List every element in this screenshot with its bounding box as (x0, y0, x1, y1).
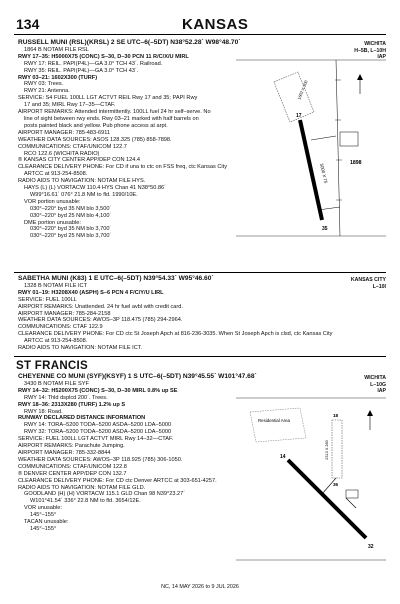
entry-line: 1328 B NOTAM FILE ICT (24, 282, 87, 289)
entry-line: posts painted black and yellow. Pub phone access at arpt. (24, 122, 168, 129)
area-label: Residential Area (258, 418, 290, 423)
entry-line: 030°–220° byd 25 NM blo 3,700´ (30, 233, 112, 240)
entry-line: RCO 122.6 (WICHITA RADIO) (24, 150, 100, 157)
entry-line: WEATHER DATA SOURCES: AWOS–3P 118.925 (785) 306-1050. (18, 456, 183, 463)
entry-line: SABETHA MUNI (K83) 1 E UTC–6(–5DT) N39°54.33´ W95°46.60´ (18, 275, 214, 282)
entry-line: SERVICE: FUEL 100LL (18, 296, 77, 303)
page-number: 134 (16, 16, 40, 32)
cheyenne-co-muni-entry (18, 373, 257, 533)
chart-ref: H–5B, L–10H (354, 47, 386, 54)
entry-line: line of sight between rwy ends. Rwy 03–21 marked with half barrels on (24, 115, 199, 122)
entry-line: COMMUNICATIONS: CTAF 122.9 (18, 324, 103, 331)
entry-line: AIRPORT MANAGER: 785-483-6911 (18, 129, 111, 136)
runway-end-label: 18 (333, 413, 339, 418)
entry-line: VOR portion unusable: (24, 198, 81, 205)
section-rule (14, 356, 386, 357)
entry-line: W99°16.61´ 076° 21.8 NM to fld. 1990/10E. (30, 191, 138, 198)
runway-end-label: 35 (322, 226, 328, 232)
entry-line: RWY 03–21: 1602X300 (TURF) (18, 74, 98, 81)
entry-line: 030°–220° byd 35 NM blo 3,700´ (30, 226, 112, 233)
residential-area (250, 408, 306, 442)
chart-ref: IAP (377, 54, 386, 61)
runway-end-label: 14 (280, 454, 286, 460)
turf-runway (325, 413, 342, 487)
taxiways (322, 478, 358, 508)
entry-line: HAYS (L) (L) VORTACW 110.4 HYS Chan 41 N38°50.86´ (24, 185, 167, 192)
city-heading: ST FRANCIS (16, 360, 88, 372)
entry-line: CLEARANCE DELIVERY PHONE: For CD ctc Denver ARTCC at 303-651-4257. (18, 477, 217, 484)
entry-line: RWY 17: REIL. PAPI(P4L)—GA 3.0° TCH 43´. Railroad. (24, 60, 163, 67)
entry-line: AIRPORT MANAGER: 785-332-8844 (18, 449, 111, 456)
entry-line: GOODLAND (H) (H) VORTACW 115.1 GLD Chan 98 N39°23.27´ (24, 491, 186, 498)
chart-ref: WICHITA (364, 375, 386, 381)
cheyenne-chart-refs (364, 375, 386, 395)
entry-line: RWY 14–32: H5200X75 (CONC) S–30, D–30 MIRL 0.8% up SE (18, 387, 178, 394)
turf-dimensions: 2313 X 280 (325, 440, 329, 460)
entry-line: RWY 03: Trees. (24, 81, 64, 88)
russell-airport-diagram (236, 60, 386, 236)
entry-line: ARTCC at 913-254-8508. (24, 171, 88, 178)
entry-line: RWY 18: Road. (24, 408, 63, 415)
entry-line: RADIO AIDS TO NAVIGATION: NOTAM FILE GLD. (18, 484, 146, 491)
field-elevation: 1898 (350, 160, 362, 166)
entry-line: W101°41.54´ 336° 22.8 NM to fld. 3654/12E. (30, 498, 141, 505)
entry-line: TACAN unusable: (24, 519, 69, 526)
entry-line: 030°–220° byd 25 NM blo 4,100´ (30, 212, 112, 219)
entry-line: AIRPORT REMARKS: Attended intermittently. 100LL fuel 24 hr self–serve. No (18, 109, 211, 116)
chart-ref: WICHITA (364, 41, 386, 47)
entry-line: COMMUNICATIONS: CTAF/UNICOM 122.7 (18, 143, 127, 150)
main-runway (296, 113, 329, 232)
main-runway (280, 454, 374, 550)
entry-line: RWY 01–19: H3208X40 (ASPH) S–6 PCN 4 F/C/Y/U LIRL (18, 289, 164, 296)
runway-dimensions: 5200 X 75 (331, 503, 349, 521)
turf-runway (274, 72, 314, 122)
sabetha-muni-entry (18, 276, 386, 352)
sabetha-chart-refs (351, 277, 386, 290)
runway-end-label: 17 (296, 113, 302, 119)
chart-ref: KANSAS CITY (350, 277, 386, 283)
entry-line: CLEARANCE DELIVERY PHONE: For CD if una to ctc on FSS freq, ctc Kansas City (18, 164, 228, 171)
entry-line: RWY 14: TORA–5200 TODA–5200 ASDA–5200 LDA–5000 (24, 422, 172, 429)
entry-line: AIRPORT REMARKS: Parachute Jumping. (18, 443, 125, 450)
entry-line: WEATHER DATA SOURCES: AWOS–3P 118.475 (785) 294-2964. (18, 317, 183, 324)
turf-dimensions: 1602 X 300 (296, 79, 309, 101)
entry-line: RWY 17–35: H5000X75 (CONC) S–30, D–30 PCN 11 R/C/X/U MIRL (18, 53, 189, 60)
entry-line: RWY 32: TORA–5200 TODA–5200 ASDA–5200 LDA–5000 (24, 429, 172, 436)
russell-chart-refs (354, 41, 386, 61)
entry-line: 030°–220° byd 35 NM blo 3,500´ (30, 205, 112, 212)
entry-line: CHEYENNE CO MUNI (SYF)(KSYF) 1 S UTC–6(–5DT) N39°45.55´ W101°47.68´ (18, 373, 257, 380)
elevation-marker (350, 160, 362, 166)
entry-line: RWY 21: Antenna. (24, 88, 70, 95)
chart-ref: L–10I (372, 283, 386, 290)
header-rule (14, 34, 386, 35)
entry-line: SERVICE: S4 FUEL 100LL LGT ACTVT REIL Rwy 17 and 35; PAPI Rwy (18, 95, 198, 102)
section-rule (14, 272, 386, 273)
entry-line: SERVICE: FUEL 100LL LGT ACTVT MIRL Rwy 14–32—CTAF. (18, 436, 174, 443)
entry-line: CLEARANCE DELIVERY PHONE: For CD ctc St Joseph Apch at 816-236-3035. When St Joseph Apch is clsd, ctc Kansas City (18, 331, 333, 338)
chart-ref: L–10G (370, 381, 386, 388)
state-title: KANSAS (182, 16, 249, 33)
runway-dimensions: 5000 X 75 (319, 163, 329, 184)
entry-line: RWY 35: REIL. PAPI(P4L)—GA 3.0° TCH 43´. (24, 67, 139, 74)
entry-line: 3430 B NOTAM FILE SYF (24, 380, 89, 387)
entry-line: RWY 18–36: 2313X280 (TURF) 1.2% up S (18, 401, 126, 408)
entry-line: AIRPORT MANAGER: 785-284-2158 (18, 310, 111, 317)
entry-line: 1864 B NOTAM FILE RSL (24, 46, 89, 53)
arrow-icon (367, 410, 373, 430)
entry-line: AIRPORT REMARKS: Unattended. 24 hr fuel avbl with credit card. (18, 303, 183, 310)
entry-line: ® DENVER CENTER APP/DEP CON 132.7 (18, 470, 127, 477)
entry-line: ARTCC at 913-254-8508. (24, 338, 88, 345)
runway-end-label: 32 (368, 544, 374, 550)
entry-line: RUNWAY DECLARED DISTANCE INFORMATION (18, 415, 146, 422)
entry-line: WEATHER DATA SOURCES: ASOS 128.325 (785) 858-7898. (18, 136, 172, 143)
entry-line: COMMUNICATIONS: CTAF/UNICOM 122.8 (18, 463, 127, 470)
russell-muni-entry (18, 39, 241, 240)
railroad (335, 60, 342, 236)
entry-line: RWY 14: Thld dsplcd 200´. Trees. (24, 394, 108, 401)
entry-line: RADIO AIDS TO NAVIGATION: NOTAM FILE ICT. (18, 345, 143, 352)
cheyenne-airport-diagram (236, 398, 386, 560)
arrow-icon (357, 74, 363, 94)
entry-line: ® KANSAS CITY CENTER APP/DEP CON 124.4 (18, 157, 141, 164)
entry-line: VOR unusable: (24, 505, 62, 512)
entry-line: RADIO AIDS TO NAVIGATION: NOTAM FILE HYS. (18, 178, 146, 185)
runway-end-label: 36 (333, 482, 339, 487)
entry-line: DME portion unusable: (24, 219, 81, 226)
entry-line: RUSSELL MUNI (RSL)(KRSL) 2 SE UTC–6(–5DT) N38°52.28´ W98°48.70´ (18, 39, 241, 46)
entry-line: 17 and 35; MIRL Rwy 17–35—CTAF. (24, 102, 116, 109)
chart-ref: IAP (377, 388, 386, 395)
entry-line: 145°–155° (30, 525, 57, 532)
entry-line: 145°–155° (30, 512, 57, 519)
effective-date-footer: NC, 14 MAY 2026 to 9 JUL 2026 (161, 584, 239, 590)
